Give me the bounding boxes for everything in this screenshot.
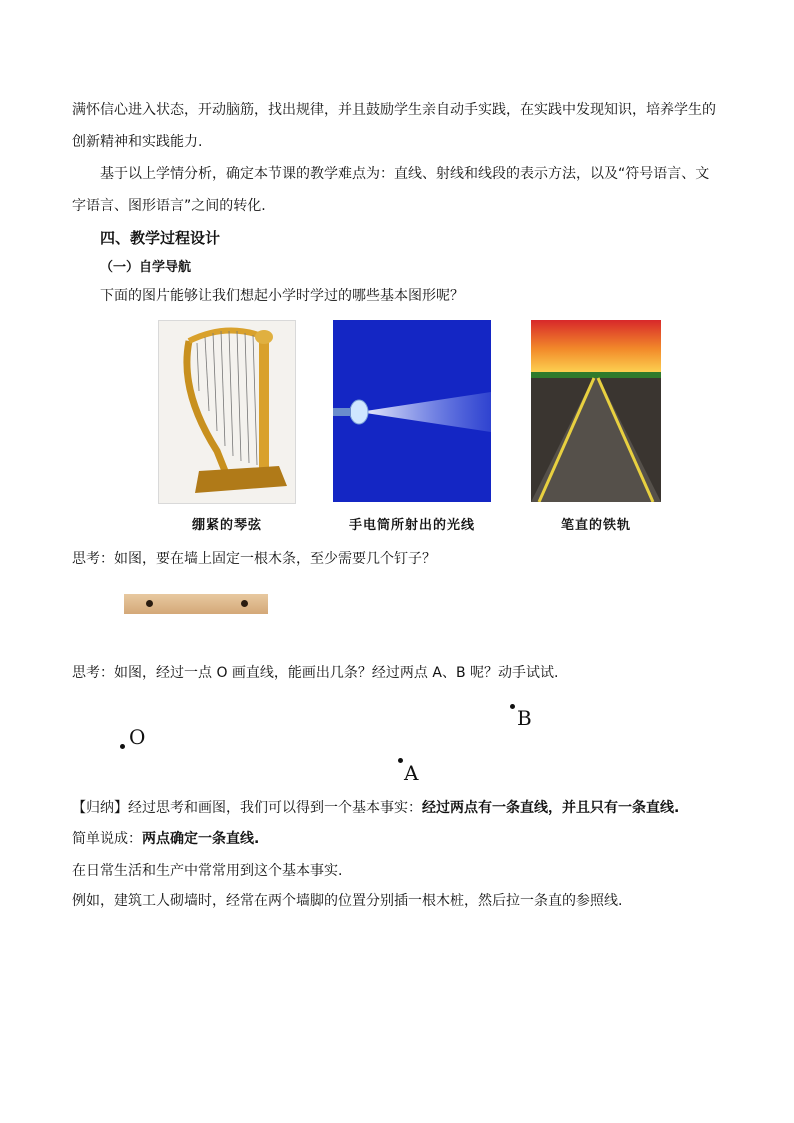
- flashlight-beam-image: [333, 320, 491, 502]
- figure-caption: 笔直的铁轨: [560, 518, 631, 533]
- simple-statement: [72, 829, 259, 849]
- harp-image: [158, 320, 296, 504]
- wooden-stick-image: [124, 594, 268, 614]
- summary-text: 经过思考和画图，我们可以得到一个基本事实：: [128, 800, 422, 816]
- example-line: 例如，建筑工人砌墙时，经常在两个墙脚的位置分别插一根木桩，然后拉一条直的参照线.: [72, 893, 623, 909]
- figure-caption: 绷紧的琴弦: [191, 518, 262, 533]
- think-question-2: 思考：如图，经过一点 O 画直线，能画出几条？经过两点 A、B 呢？动手试试.: [72, 665, 559, 681]
- intro-question: 下面的图片能够让我们想起小学时学过的哪些基本图形呢？: [100, 288, 464, 304]
- point-o-label: O: [129, 725, 146, 749]
- paragraph-line: 创新精神和实践能力.: [72, 134, 203, 150]
- nail-icon: [241, 600, 248, 607]
- simple-label: 简单说成：: [72, 831, 142, 847]
- nail-icon: [146, 600, 153, 607]
- simple-fact: 两点确定一条直线.: [142, 831, 260, 847]
- paragraph-line: 满怀信心进入状态，开动脑筋，找出规律，并且鼓励学生亲自动手实践，在实践中发现知识，培养学生的: [72, 102, 716, 118]
- paragraph-line: 基于以上学情分析，确定本节课的教学难点为：直线、射线和线段的表示方法，以及“符号语言、文: [100, 166, 710, 182]
- daily-use-line: 在日常生活和生产中常常用到这个基本事实.: [72, 863, 343, 879]
- point-a-label: A: [404, 761, 419, 785]
- figure-caption: 手电筒所射出的光线: [348, 518, 475, 533]
- point-a-dot: [398, 758, 403, 763]
- point-b-dot: [510, 704, 515, 709]
- paragraph-line: 字语言、图形语言”之间的转化.: [72, 198, 266, 214]
- summary-tag: 【归纳】: [72, 800, 128, 816]
- subsection-heading: （一）自学导航: [100, 260, 192, 275]
- think-question-1: 思考：如图，要在墙上固定一根木条，至少需要几个钉子？: [72, 551, 436, 567]
- summary-line: [72, 798, 679, 818]
- railway-track-image: [531, 320, 661, 502]
- summary-fact: 经过两点有一条直线，并且只有一条直线.: [422, 800, 680, 816]
- point-b-label: B: [517, 706, 532, 730]
- point-o-dot: [120, 744, 125, 749]
- section-heading: 四、教学过程设计: [100, 229, 221, 247]
